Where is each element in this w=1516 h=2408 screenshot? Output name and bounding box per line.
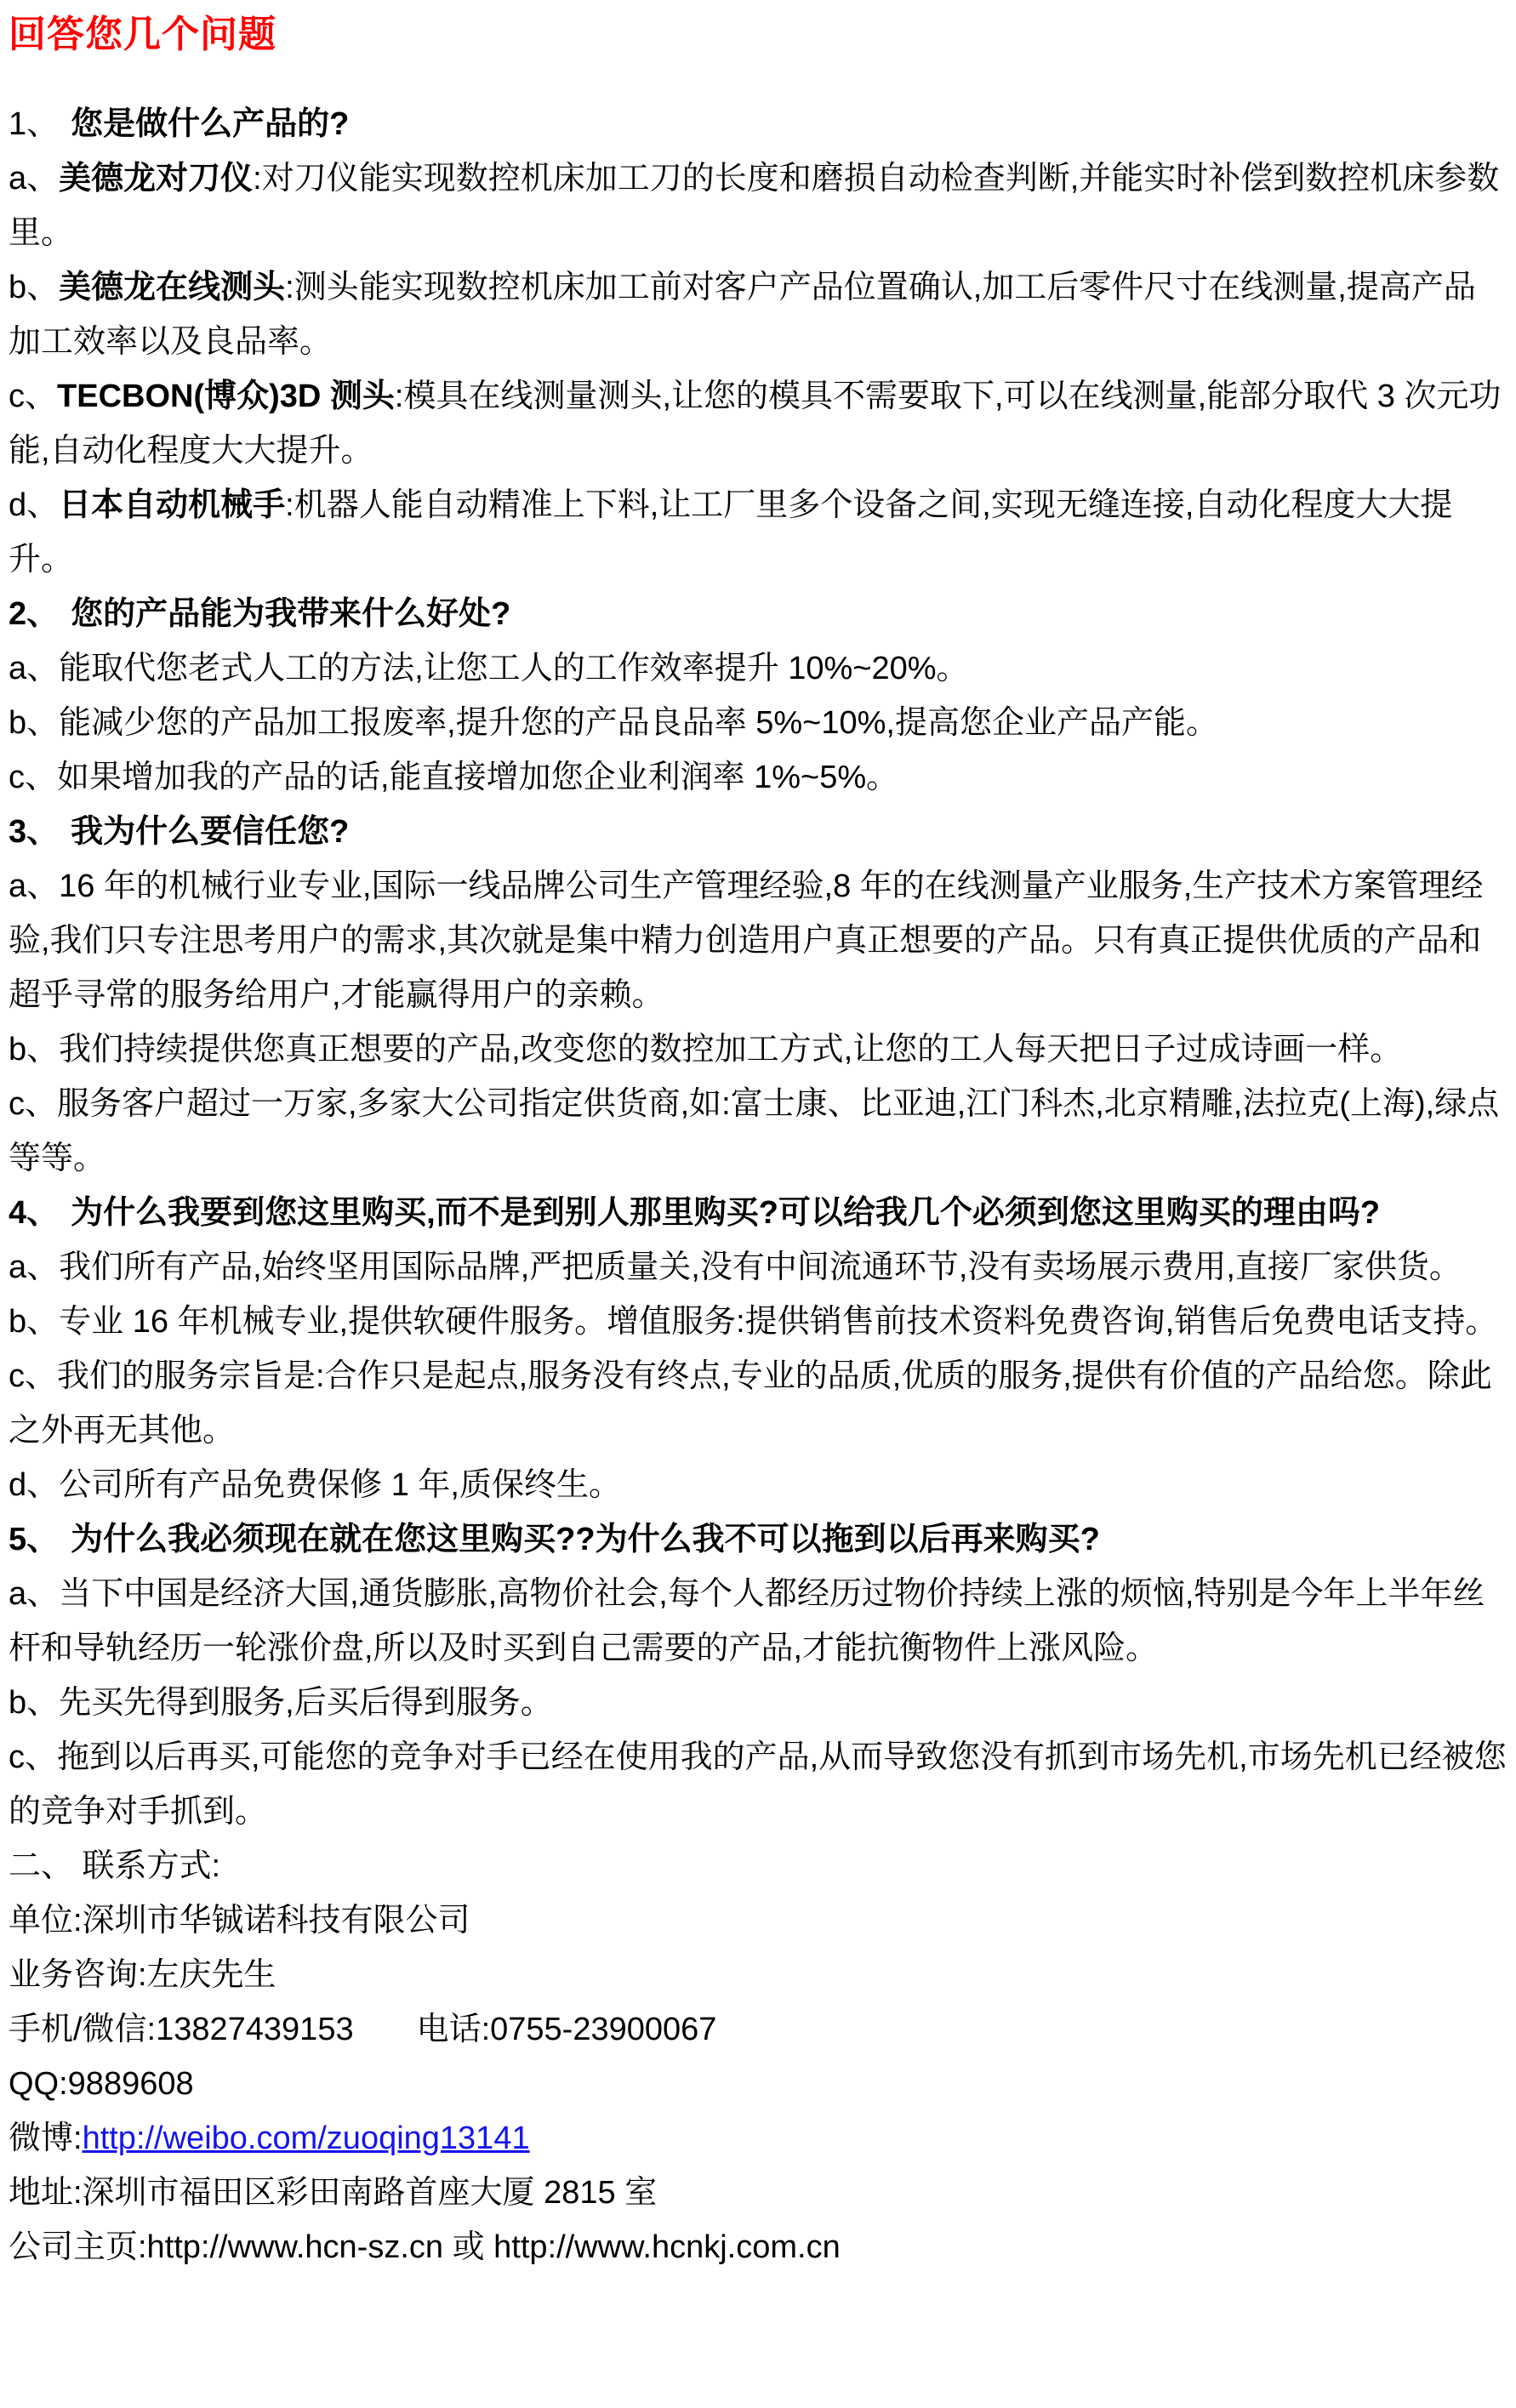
answer-prefix: c、 [9,1358,58,1394]
answer-2c [9,750,1507,805]
answer-prefix: a、 [9,1576,60,1612]
contact-mobile: 手机/微信:13827439153 [9,2012,354,2047]
contact-weibo-label: 微博: [9,2121,83,2156]
question-text: 您是做什么产品的? [71,106,350,142]
contact-address: 地址:深圳市福田区彩田南路首座大厦 2815 室 [9,2175,658,2211]
question-5-heading [9,1512,1507,1567]
answer-prefix: c、 [9,1739,58,1775]
product-term: 美德龙对刀仪 [59,161,254,196]
answer-prefix: b、 [9,270,60,305]
question-2-heading [9,587,1507,641]
answer-text: 拖到以后再买,可能您的竞争对手已经在使用我的产品,从而导致您没有抓到市场先机,市场先机已经被您的竞争对手抓到。 [9,1739,1507,1830]
answer-text: 如果增加我的产品的话,能直接增加您企业利润率 1%~5%。 [57,760,899,795]
question-number: 5、 [9,1522,60,1557]
answer-text: :模具在线测量测头,让您的模具不需要取下,可以在线测量,能部分取代 3 次元功能,自动化程度大大提升。 [9,379,1502,469]
answer-text: 我们的服务宗旨是:合作只是起点,服务没有终点,专业的品质,优质的服务,提供有价值的产品给您。除此之外再无其他。 [9,1358,1492,1449]
question-3-heading [9,805,1507,859]
answer-text: 能取代您老式人工的方法,让您工人的工作效率提升 10%~20%。 [59,651,969,686]
answer-text: 我们持续提供您真正想要的产品,改变您的数控加工方式,让您的工人每天把日子过成诗画一样。 [59,1032,1403,1067]
question-4-heading [9,1186,1507,1240]
answer-prefix: b、 [9,1304,60,1340]
answer-text: :测头能实现数控机床加工前对客户产品位置确认,加工后零件尺寸在线测量,提高产品加工效率以及良品率。 [9,270,1476,360]
product-term: 美德龙在线测头 [59,270,286,305]
question-number: 1、 [9,106,60,142]
answer-text: 专业 16 年机械专业,提供软硬件服务。增值服务:提供销售前技术资料免费咨询,销售后免费电话支持。 [59,1304,1498,1340]
contact-qq: QQ:9889608 [9,2066,194,2102]
answer-1d [9,478,1507,587]
answer-1c [9,369,1507,478]
answer-prefix: a、 [9,651,60,686]
contact-homepage: 公司主页:http://www.hcn-sz.cn 或 http://www.hcnkj.com.cn [9,2229,841,2265]
contact-company: 单位:深圳市华铖诺科技有限公司 [9,1903,470,1938]
answer-4c [9,1349,1507,1458]
answer-prefix: a、 [9,868,60,904]
question-text: 为什么我要到您这里购买,而不是到别人那里购买?可以给我几个必须到您这里购买的理由吗? [71,1195,1381,1231]
product-term: TECBON(博众)3D 测头 [57,379,395,414]
contact-weibo-row [9,2111,1507,2166]
answer-1b [9,260,1507,369]
answer-prefix: a、 [9,1250,60,1285]
answer-prefix: a、 [9,161,60,196]
answer-text: 能减少您的产品加工报废率,提升您的产品良品率 5%~10%,提高您企业产品产能。 [59,705,1218,741]
weibo-link[interactable]: http://weibo.com/zuoqing13141 [82,2121,530,2156]
answer-5c [9,1730,1507,1839]
question-number: 3、 [9,814,60,850]
contact-consultant: 业务咨询:左庆先生 [9,1957,276,1993]
answer-prefix: b、 [9,705,60,741]
answer-text: :机器人能自动精准上下料,让工厂里多个设备之间,实现无缝连接,自动化程度大大提升。 [9,487,1453,578]
answer-text: 先买先得到服务,后买后得到服务。 [59,1685,553,1721]
contact-phone: 电话:0755-23900067 [416,2012,717,2047]
answer-text: 当下中国是经济大国,通货膨胀,高物价社会,每个人都经历过物价持续上涨的烦恼,特别是今年上半年丝杆和导轨经历一轮涨价盘,所以及时买到自己需要的产品,才能抗衡物件上涨风险。 [9,1576,1485,1666]
answer-prefix: c、 [9,1086,58,1122]
answer-3a [9,859,1507,1022]
question-number: 4、 [9,1195,60,1231]
answer-2b [9,696,1507,750]
answer-4b [9,1295,1507,1349]
question-text: 为什么我必须现在就在您这里购买??为什么我不可以拖到以后再来购买? [71,1522,1100,1557]
answer-2a [9,641,1507,696]
answer-5b [9,1676,1507,1730]
question-text: 我为什么要信任您? [71,814,350,850]
question-number: 2、 [9,596,60,632]
answer-5a [9,1567,1507,1676]
contact-heading: 二、 联系方式: [9,1848,221,1884]
question-text: 您的产品能为我带来什么好处? [71,596,511,632]
answer-text: 16 年的机械行业专业,国际一线品牌公司生产管理经验,8 年的在线测量产业服务,生产技术方案管理经验,我们只专注思考用户的需求,其次就是集中精力创造用户真正想要的产品。只有真正提供优质的产品和超乎寻常的服务给用户,才能赢得用户的亲赖。 [9,868,1484,1013]
page-title: 回答您几个问题 [9,14,276,55]
answer-prefix: c、 [9,760,58,795]
product-term: 日本自动机械手 [59,487,286,523]
answer-3c [9,1077,1507,1186]
question-1-heading [9,97,1507,151]
answer-text: 服务客户超过一万家,多家大公司指定供货商,如:富士康、比亚迪,江门科杰,北京精雕,法拉克(上海),绿点等等。 [9,1086,1500,1176]
answer-prefix: b、 [9,1685,60,1721]
contact-phones [9,2002,1507,2057]
answer-text: 公司所有产品免费保修 1 年,质保终生。 [59,1467,621,1503]
answer-prefix: c、 [9,379,58,414]
answer-4d [9,1458,1507,1512]
answer-text: :对刀仪能实现数控机床加工刀的长度和磨损自动检查判断,并能实时补偿到数控机床参数里。 [9,161,1500,251]
answer-text: 我们所有产品,始终坚用国际品牌,严把质量关,没有中间流通环节,没有卖场展示费用,直接厂家供货。 [59,1250,1462,1285]
answer-3b [9,1022,1507,1077]
answer-4a [9,1240,1507,1295]
answer-prefix: d、 [9,487,60,523]
answer-prefix: b、 [9,1032,60,1067]
answer-prefix: d、 [9,1467,60,1503]
answer-1a [9,151,1507,260]
